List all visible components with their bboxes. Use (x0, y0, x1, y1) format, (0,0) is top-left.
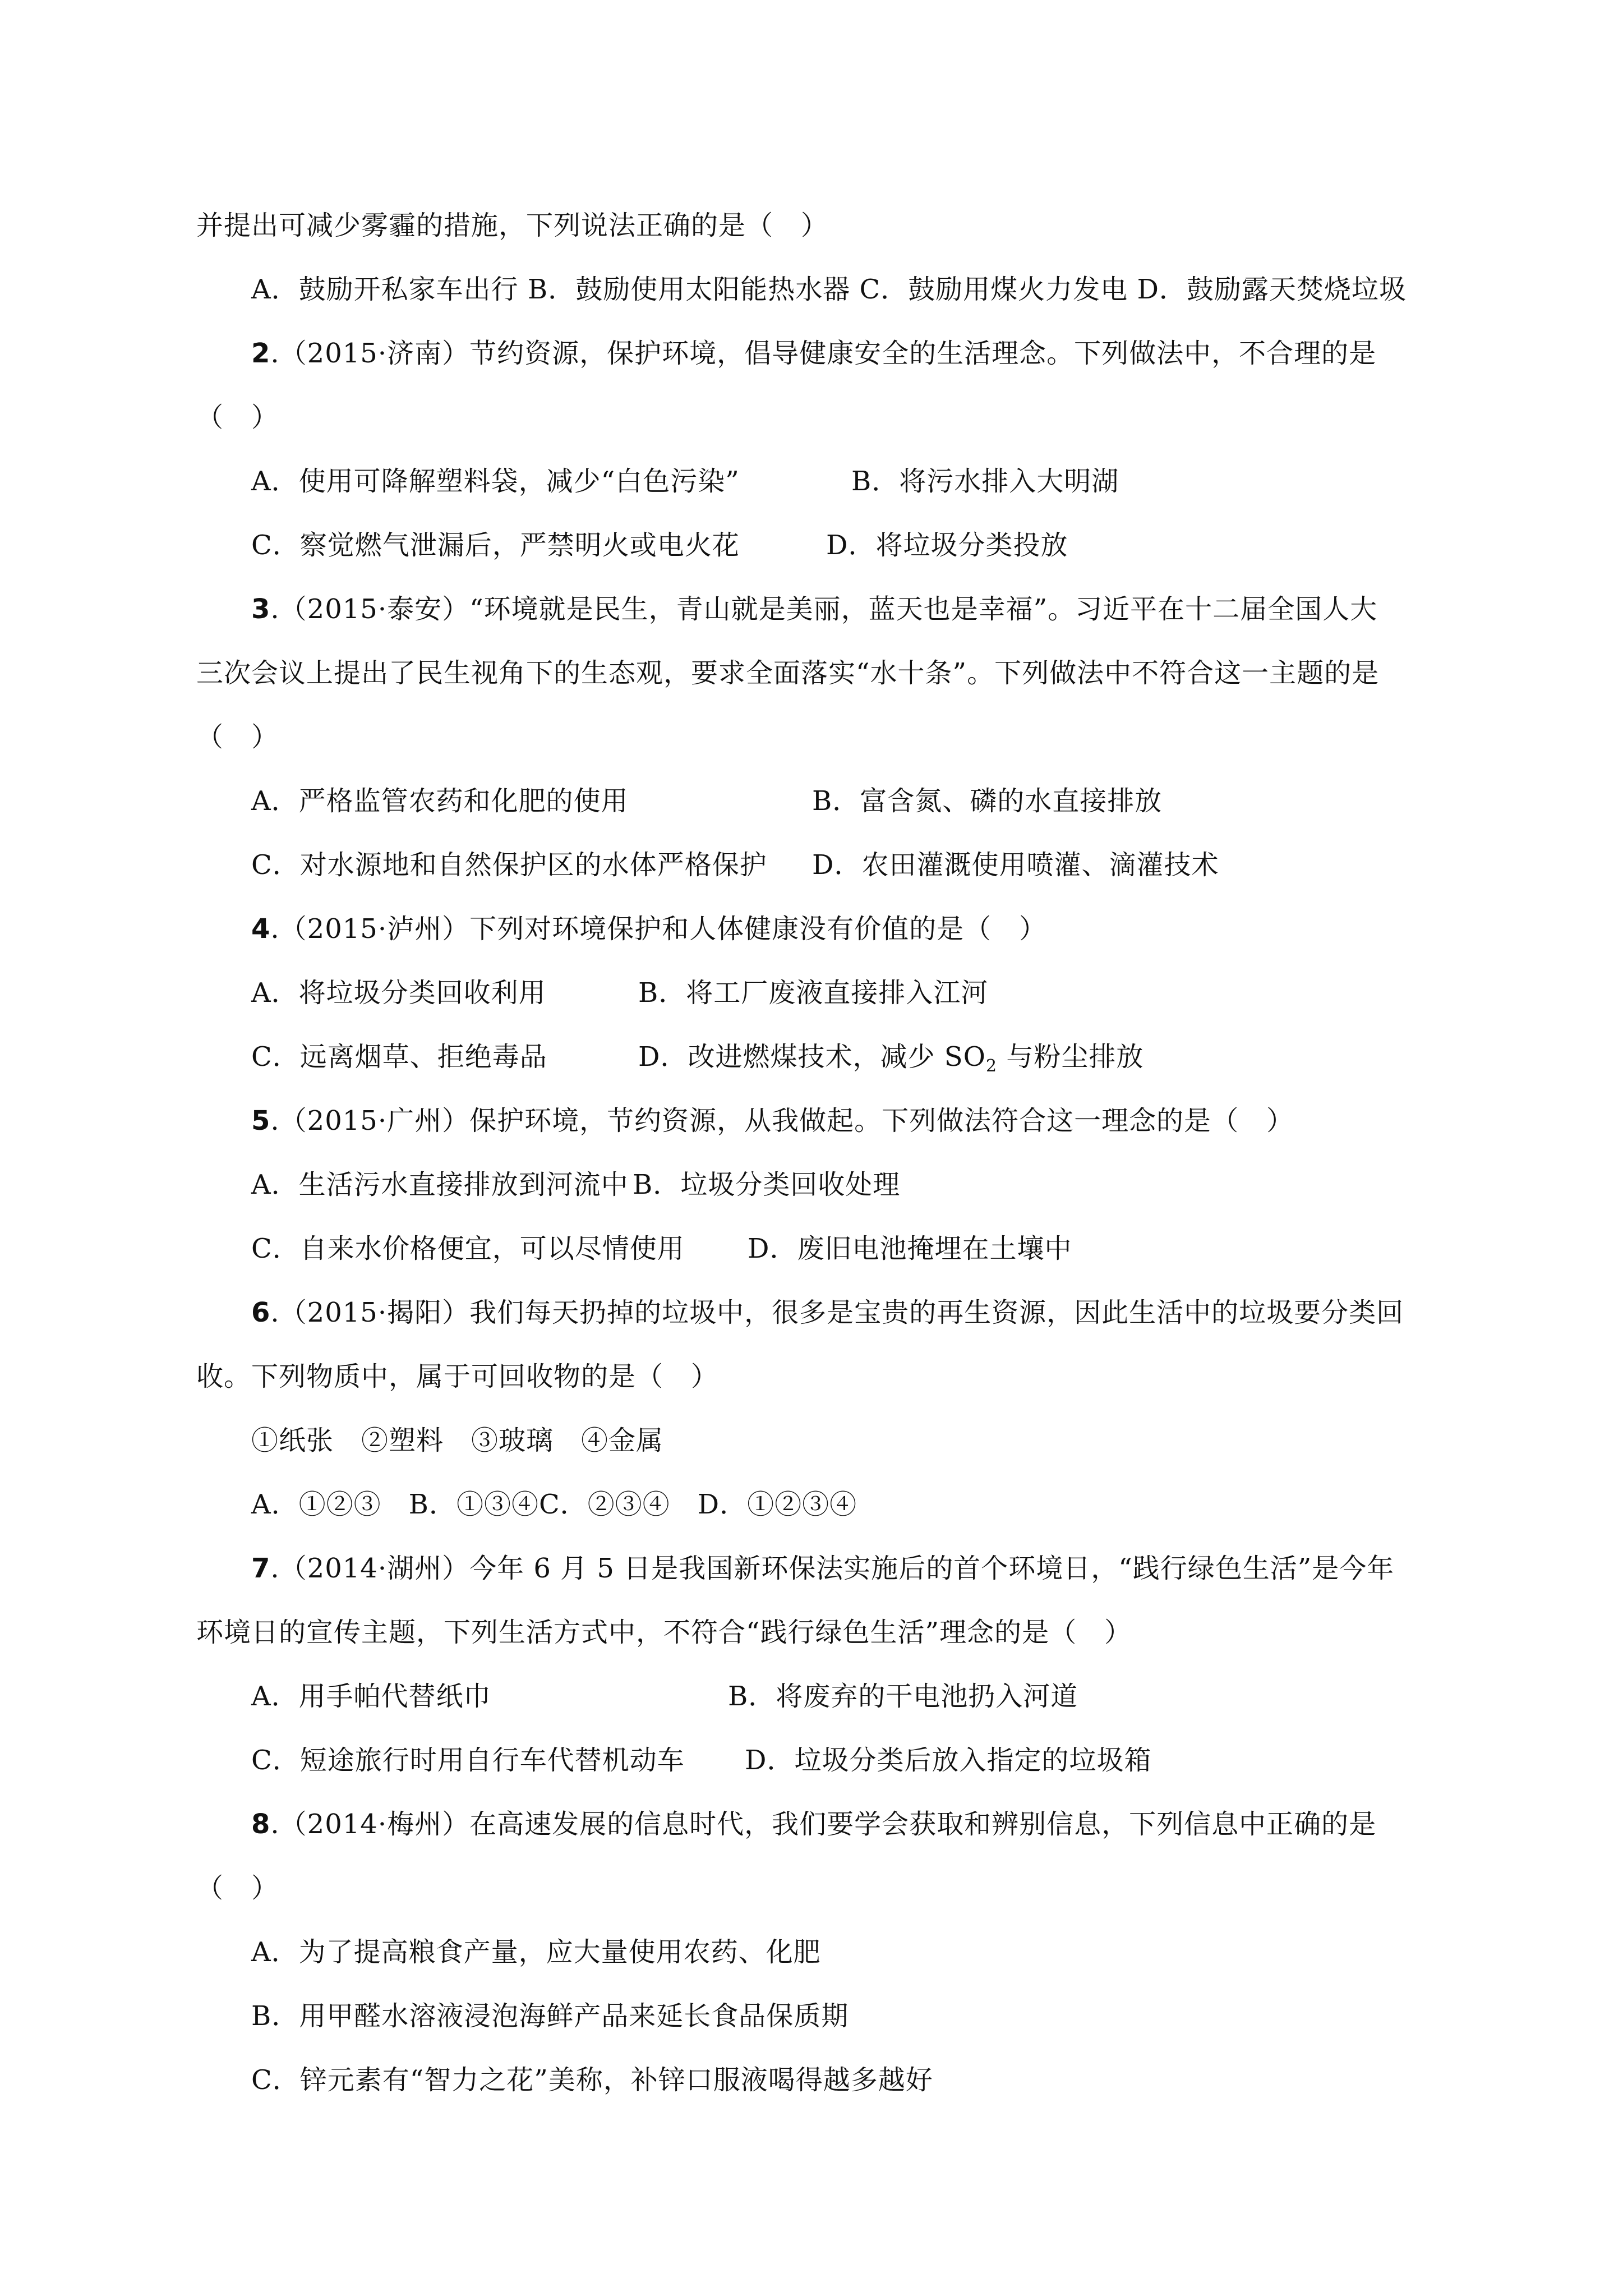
q3-stem-line2: 三次会议上提出了民生视角下的生态观，要求全面落实“水十条”。下列做法中不符合这一主题的是 (196, 657, 1380, 689)
q3-stem-line1 (251, 592, 1377, 626)
q7-option-d: D．垃圾分类后放入指定的垃圾箱 (745, 1745, 1152, 1776)
q6-stem-text: .（2015·揭阳）我们每天扔掉的垃圾中，很多是宝贵的再生资源，因此生活中的垃圾要分类回 (270, 1297, 1404, 1328)
q3-option-d: D．农田灌溉使用喷灌、滴灌技术 (812, 849, 1219, 881)
q3-options-row2 (251, 848, 1219, 882)
q2-stem-text: .（2015·济南）节约资源，保护环境，倡导健康安全的生活理念。下列做法中，不合理的是 (270, 338, 1377, 369)
q4-options-row2 (251, 1040, 1144, 1083)
q1-options: A．鼓励开私家车出行 B．鼓励使用太阳能热水器 C．鼓励用煤火力发电 D．鼓励露天焚烧垃圾 (251, 274, 1407, 305)
q3-options-row1 (251, 784, 1162, 818)
q3-stem-line3: （ ） (196, 721, 279, 753)
q7-option-c: C．短途旅行时用自行车代替机动车 (251, 1745, 685, 1776)
q5-stem-text: .（2015·广州）保护环境，节约资源，从我做起。下列做法符合这一理念的是（ ） (270, 1105, 1294, 1137)
q2-options-row2 (251, 528, 1068, 562)
q8-stem-text: .（2014·梅州）在高速发展的信息时代，我们要学会获取和辨别信息，下列信息中正确的是 (270, 1809, 1377, 1840)
q4-number: 4 (251, 913, 271, 945)
q6-stem-line1 (251, 1296, 1404, 1329)
q5-options-row2 (251, 1232, 1072, 1266)
q3-number: 3 (251, 593, 271, 625)
q8-stem-line1 (251, 1807, 1376, 1841)
q4-option-d-subscript: 2 (985, 1056, 998, 1076)
q2-option-b: B．将污水排入大明湖 (851, 466, 1119, 497)
q4-option-d-prefix: D．改进燃煤技术，减少 SO (638, 1041, 986, 1073)
q3-option-b: B．富含氮、磷的水直接排放 (812, 785, 1163, 817)
q7-stem-text: .（2014·湖州）今年 6 月 5 日是我国新环保法实施后的首个环境日，“践行绿色生活”是今年 (270, 1553, 1395, 1584)
q2-option-d: D．将垃圾分类投放 (826, 530, 1068, 561)
q5-option-b: B．垃圾分类回收处理 (633, 1169, 901, 1200)
q2-stem-line2: （ ） (196, 402, 279, 433)
q7-option-b: B．将废弃的干电池扔入河道 (728, 1681, 1078, 1712)
q3-option-a: A．严格监管农药和化肥的使用 (251, 785, 629, 817)
q4-option-d-suffix: 与粉尘排放 (997, 1041, 1144, 1073)
q4-option-c: C．远离烟草、拒绝毒品 (251, 1041, 547, 1073)
q4-stem-text: .（2015·泸州）下列对环境保护和人体健康没有价值的是（ ） (270, 913, 1047, 945)
q7-option-a: A．用手帕代替纸巾 (251, 1681, 491, 1712)
q2-number: 2 (251, 338, 271, 369)
q4-option-b: B．将工厂废液直接排入江河 (638, 977, 989, 1009)
q8-option-b: B．用甲醛水溶液浸泡海鲜产品来延长食品保质期 (251, 2000, 849, 2032)
q5-option-a: A．生活污水直接排放到河流中 (251, 1169, 629, 1200)
q3-stem-text: .（2015·泰安）“环境就是民生，青山就是美丽，蓝天也是幸福”。习近平在十二届全国人大 (270, 593, 1378, 625)
q7-options-row1 (251, 1680, 1078, 1713)
q2-stem-line1 (251, 337, 1376, 370)
q7-options-row2 (251, 1743, 1152, 1777)
q5-options-row1 (251, 1168, 900, 1202)
q5-option-c: C．自来水价格便宜，可以尽情使用 (251, 1233, 685, 1264)
q2-option-a: A．使用可降解塑料袋，减少“白色污染” (251, 466, 740, 497)
q7-number: 7 (251, 1553, 271, 1584)
q4-stem-line1 (251, 912, 1046, 946)
q3-option-c: C．对水源地和自然保护区的水体严格保护 (251, 849, 767, 881)
q4-options-row1 (251, 976, 988, 1010)
q2-option-c: C．察觉燃气泄漏后，严禁明火或电火花 (251, 530, 740, 561)
q6-stem-line2: 收。下列物质中，属于可回收物的是（ ） (196, 1361, 719, 1392)
q5-number: 5 (251, 1105, 271, 1137)
q6-options: A．①②③ B．①③④C．②③④ D．①②③④ (251, 1489, 857, 1520)
q5-stem-line1 (251, 1104, 1294, 1138)
q2-options-row1 (251, 464, 1119, 498)
q6-items: ①纸张 ②塑料 ③玻璃 ④金属 (251, 1425, 664, 1456)
q7-stem-line1 (251, 1552, 1394, 1585)
q4-option-d (638, 1040, 1144, 1083)
q1-stem-continued: 并提出可减少雾霾的措施，下列说法正确的是（ ） (196, 210, 829, 241)
q8-option-a: A．为了提高粮食产量，应大量使用农药、化肥 (251, 1936, 821, 1968)
q6-number: 6 (251, 1297, 271, 1328)
q4-option-a: A．将垃圾分类回收利用 (251, 977, 546, 1009)
q8-stem-line2: （ ） (196, 1872, 279, 1904)
q7-stem-line2: 环境日的宣传主题，下列生活方式中，不符合“践行绿色生活”理念的是（ ） (196, 1617, 1132, 1648)
q8-number: 8 (251, 1809, 271, 1840)
q5-option-d: D．废旧电池掩埋在土壤中 (748, 1233, 1072, 1264)
q8-option-c: C．锌元素有“智力之花”美称，补锌口服液喝得越多越好 (251, 2064, 933, 2096)
